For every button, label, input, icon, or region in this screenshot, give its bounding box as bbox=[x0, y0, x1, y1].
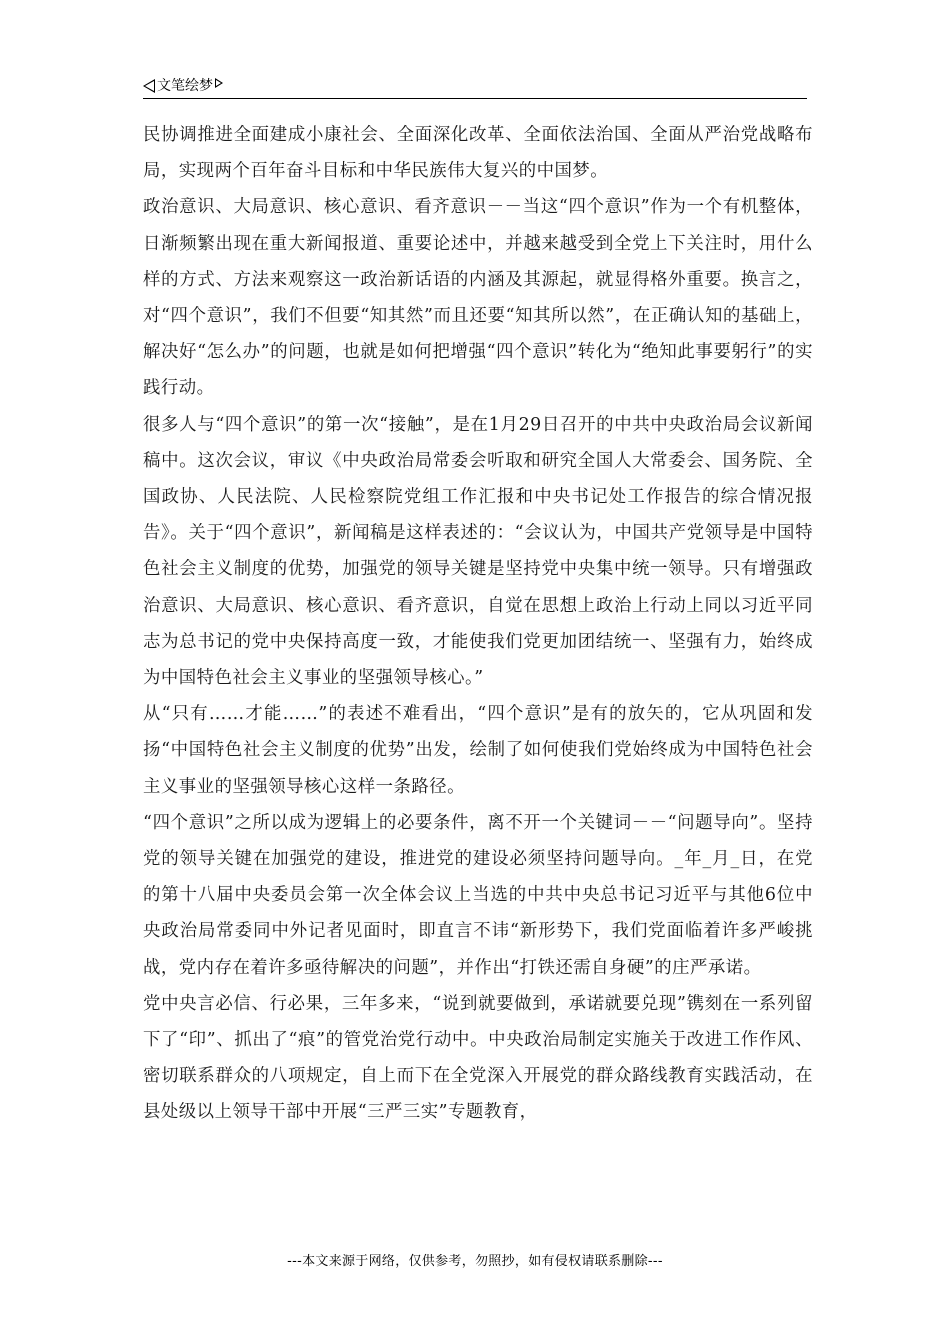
footer-notice: ---本文来源于网络，仅供参考，勿照抄，如有侵权请联系删除--- bbox=[287, 1254, 663, 1269]
paragraph: 很多人与“四个意识”的第一次“接触”，是在1月29日召开的中共中央政治局会议新闻稿中。这次会议，审议《中央政治局常委会听取和研究全国人大常委会、国务院、全国政协、人民法院、人民检察院党组工作汇报和中央书记处工作报告的综合情况报告》。关于“四个意识”，新闻稿是这样表述的：“会议认为，中国共产党领导是中国特色社会主义制度的优势，加强党的领导关键是坚持党中央集中统一领导。只有增强政治意识、大局意识、核心意识、看齐意识，自觉在思想上政治上行动上同以习近平同志为总书记的党中央保持高度一致，才能使我们党更加团结统一、坚强有力，始终成为中国特色社会主义事业的坚强领导核心。” bbox=[143, 414, 813, 689]
paragraph: 政治意识、大局意识、核心意识、看齐意识－－当这“四个意识”作为一个有机整体，日渐频繁出现在重大新闻报道、重要论述中，并越来越受到全党上下关注时，用什么样的方式、方法来观察这一政治新话语的内涵及其源起，就显得格外重要。换言之，对“四个意识”，我们不但要“知其然”而且还要“知其所以然”，在正确认知的基础上，解决好“怎么办”的问题，也就是如何把增强“四个意识”转化为“绝知此事要躬行”的实践行动。 bbox=[143, 197, 813, 399]
paragraph: “四个意识”之所以成为逻辑上的必要条件，离不开一个关键词－－“问题导向”。坚持党的领导关键在加强党的建设，推进党的建设必须坚持问题导向。_年_月_日，在党的第十八届中央委员会第一次全体会议上当选的中共中央总书记习近平与其他6位中央政治局常委同中外记者见面时，即直言不讳“新形势下，我们党面临着许多严峻挑战，党内存在着许多亟待解决的问题”，并作出“打铁还需自身硬”的庄严承诺。 bbox=[143, 812, 813, 978]
header-brand: 文笔绘梦 bbox=[157, 78, 213, 94]
document-body bbox=[143, 117, 813, 1131]
right-triangle-icon bbox=[215, 78, 223, 88]
paragraph: 党中央言必信、行必果，三年多来，“说到就要做到，承诺就要兑现”镌刻在一系列留下了“印”、抓出了“痕”的管党治党行动中。中央政治局制定实施关于改进工作作风、密切联系群众的八项规定，自上而下在全党深入开展党的群众路线教育实践活动，在县处级以上领导干部中开展“三严三实”专题教育， bbox=[143, 993, 813, 1123]
paragraph: 从“只有……才能……”的表述不难看出，“四个意识”是有的放矢的，它从巩固和发扬“中国特色社会主义制度的优势”出发，绘制了如何使我们党始终成为中国特色社会主义事业的坚强领导核心这样一条路径。 bbox=[143, 704, 813, 797]
paragraph: 民协调推进全面建成小康社会、全面深化改革、全面依法治国、全面从严治党战略布局，实现两个百年奋斗目标和中华民族伟大复兴的中国梦。 bbox=[143, 125, 813, 182]
page-header bbox=[143, 74, 807, 99]
left-triangle-icon bbox=[143, 79, 155, 93]
